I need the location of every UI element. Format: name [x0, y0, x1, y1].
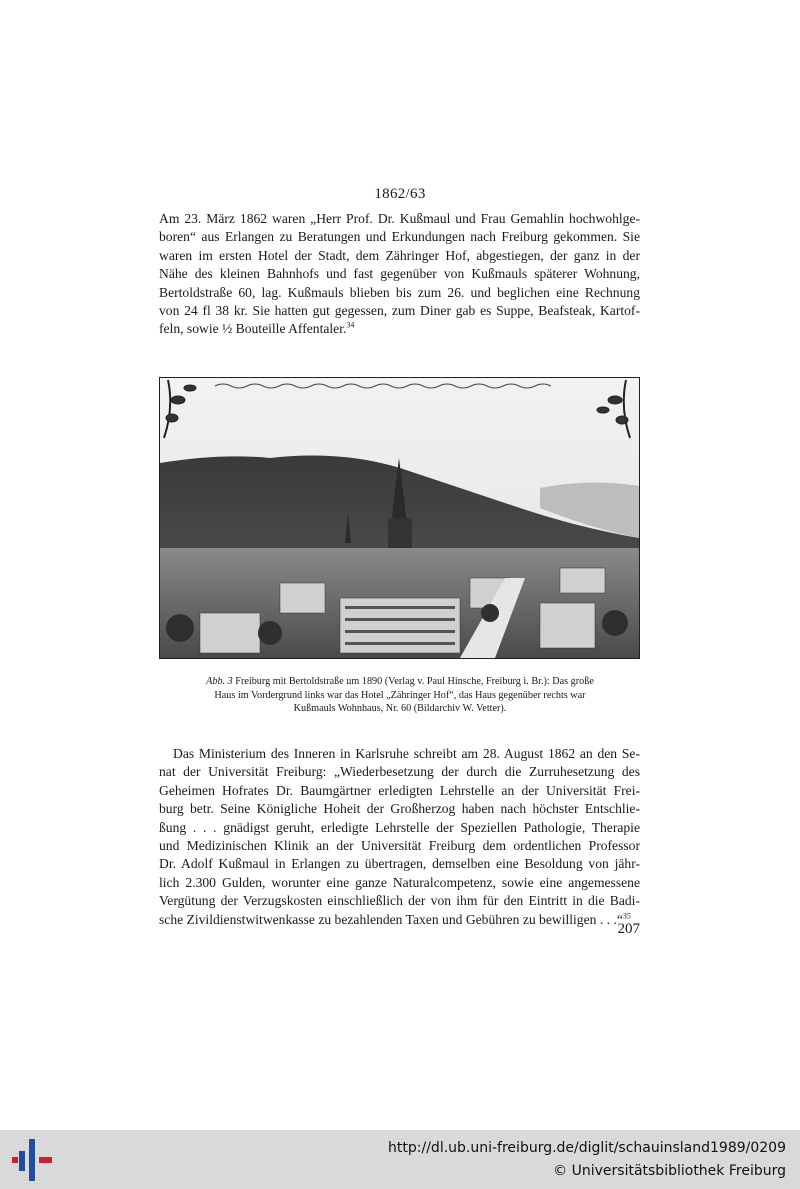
running-head: 1862/63	[374, 186, 426, 202]
text-line: boren“ aus Erlangen zu Beratungen und Erkundungen nach Freiburg gekommen. Sie	[159, 229, 640, 245]
figure-caption	[170, 675, 630, 716]
text-line: nat der Universität Freiburg: „Wiederbesetzung der durch die Zurruhesetzung des	[159, 764, 640, 780]
text-line: ßung . . . gnädigst geruht, erledigte Lehrstelle der Speziellen Pathologie, Therapie	[159, 819, 640, 835]
caption-line: Haus im Vordergrund links war das Hotel „Zähringer Hof“, das Haus gegenüber rechts war	[214, 689, 586, 701]
text-line: burg betr. Seine Königliche Hoheit der Großherzog haben nach höchster Entschlie-	[159, 801, 640, 817]
text-line: Dr. Adolf Kußmaul in Erlangen zu übertragen, demselben eine Besoldung von jähr-	[159, 856, 640, 872]
text-line: Geheimen Hofrates Dr. Baumgärtner erledigten Lehrstelle an der Universität Frei-	[159, 782, 640, 798]
permalink-url[interactable]: http://dl.ub.uni-freiburg.de/diglit/schauinsland1989/0209	[388, 1140, 786, 1156]
text-line: von 24 fl 38 kr. Sie hatten gut gegessen, zum Diner gab es Suppe, Beafsteak, Kartof-	[159, 303, 640, 319]
text-line: und Medizinischen Klinik an der Universität Freiburg dem ordentlichen Professor	[159, 838, 640, 854]
text-line: Das Ministerium des Inneren in Karlsruhe schreibt am 28. August 1862 an den Se-	[173, 746, 640, 761]
text-line: Bertoldstraße 60, lag. Kußmauls blieben bis zum 26. und beglichen eine Rechnung	[159, 284, 640, 300]
copyright-notice: © Universitätsbibliothek Freiburg	[553, 1163, 786, 1179]
text-line: Am 23. März 1862 waren „Herr Prof. Dr. Kußmaul und Frau Gemahlin hochwohlge-	[159, 211, 640, 226]
caption-line: Kußmauls Wohnhaus, Nr. 60 (Bildarchiv W. Vetter).	[293, 703, 507, 715]
caption-line: Freiburg mit Bertoldstraße um 1890 (Verlag v. Paul Hinsche, Freiburg i. Br.): Das große	[235, 676, 594, 687]
paragraph-ministry-letter	[159, 745, 640, 929]
page-number: 207	[617, 921, 640, 937]
text-line: Nähe des kleinen Bahnhofs und fast gegenüber von Kußmauls späterer Wohnung,	[159, 266, 640, 282]
text-line: Vergütung der Verzugskosten einschließlich der von ihm für den Eintritt in die Badi-	[159, 893, 640, 909]
figure-label: Abb. 3	[206, 676, 233, 687]
ub-freiburg-logo-icon	[12, 1139, 52, 1181]
paragraph-hotel-visit	[159, 210, 640, 339]
text-line: sche Zivildienstwitwenkasse zu bezahlenden Taxen und Gebühren zu bewilligen . . .“	[159, 911, 623, 927]
postcard-illustration	[160, 378, 639, 658]
footnote-marker: 34	[346, 320, 355, 330]
text-line: waren im ersten Hotel der Stadt, dem Zähringer Hof, abgestiegen, der ganz in der	[159, 247, 640, 263]
text-line: lich 2.300 Gulden, worunter eine ganze Naturalcompetenz, sowie eine angemessene	[159, 874, 640, 890]
footnote-marker: 35	[622, 911, 631, 921]
historic-photo-freiburg	[159, 377, 640, 659]
digital-library-footer	[0, 1130, 800, 1189]
text-line: feln, sowie ½ Bouteille Affentaler.	[159, 321, 347, 337]
